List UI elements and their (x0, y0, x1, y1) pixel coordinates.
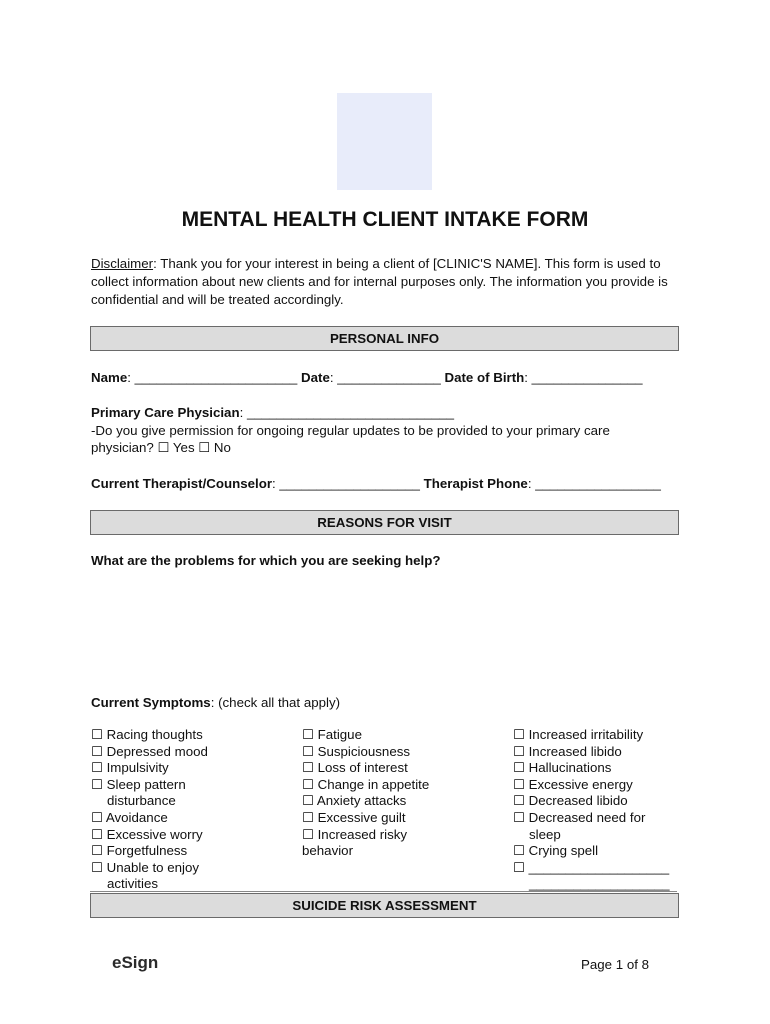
symptom-other-field[interactable]: ☐ ___________________ (513, 859, 670, 875)
divider (90, 891, 677, 892)
disclaimer-label: Disclaimer (91, 256, 154, 271)
symptom-item[interactable]: ☐ Fatigue (302, 727, 362, 742)
symptom-item[interactable]: ☐ Depressed mood (91, 743, 208, 759)
symptom-item[interactable]: ☐ Unable to enjoy (91, 859, 200, 875)
date-field[interactable]: : ______________ (329, 370, 441, 385)
symptom-item[interactable]: ☐ Change in appetite (302, 776, 430, 792)
symptom-item[interactable]: ☐ Increased risky (302, 826, 408, 842)
symptom-item-continued: sleep (529, 826, 561, 842)
esign-logo: eSign (112, 953, 159, 972)
symptoms-line (91, 694, 340, 712)
name-label: Name (91, 370, 128, 385)
therapist-line (91, 475, 661, 493)
section-suicide-risk-assessment: SUICIDE RISK ASSESSMENT (90, 893, 679, 918)
symptom-item-continued: activities (107, 876, 158, 892)
logo-placeholder (337, 93, 432, 190)
pcp-field[interactable]: : ____________________________ (239, 405, 455, 420)
symptoms-column-1 (91, 727, 208, 893)
disclaimer-paragraph (91, 255, 681, 309)
symptom-item[interactable]: ☐ Decreased need for (513, 809, 646, 825)
dob-field[interactable]: : _______________ (524, 370, 643, 385)
permission-answer[interactable]: physician? ☐ Yes ☐ No (91, 440, 231, 455)
symptoms-note: : (check all that apply) (210, 695, 341, 710)
symptom-item-continued: disturbance (107, 793, 176, 809)
symptom-item[interactable]: ☐ Sleep pattern (91, 776, 186, 792)
symptom-item[interactable]: ☐ Excessive guilt (302, 809, 406, 825)
dob-label: Date of Birth (444, 370, 525, 385)
page-title: MENTAL HEALTH CLIENT INTAKE FORM (181, 208, 589, 231)
therapist-field[interactable]: : ___________________ (272, 476, 420, 491)
symptom-item-continued: behavior (302, 843, 354, 859)
symptoms-column-2 (302, 727, 429, 860)
symptoms-label: Current Symptoms (91, 695, 211, 710)
section-reasons-for-visit: REASONS FOR VISIT (90, 510, 679, 535)
symptom-item[interactable]: ☐ Excessive energy (513, 776, 633, 792)
symptom-item[interactable]: ☐ Anxiety attacks (302, 793, 407, 809)
symptom-item[interactable]: ☐ Crying spell (513, 843, 599, 859)
disclaimer-text: : Thank you for your interest in being a client of [CLINIC'S NAME]. This form is used to collect information about new clients and for internal purposes only. The information you provide is confidential and will be treated accordingly. (91, 256, 668, 307)
symptom-item[interactable]: ☐ Suspiciousness (302, 743, 411, 759)
symptom-item[interactable]: ☐ Excessive worry (91, 826, 203, 842)
therapist-label: Current Therapist/Counselor (91, 476, 273, 491)
symptom-item[interactable]: ☐ Racing thoughts (91, 727, 203, 742)
date-label: Date (301, 370, 330, 385)
symptom-item[interactable]: ☐ Hallucinations (513, 760, 612, 776)
symptom-item[interactable]: ☐ Increased irritability (513, 727, 644, 742)
symptom-other-field-continued[interactable]: ___________________ (529, 876, 670, 892)
pcp-label: Primary Care Physician (91, 405, 240, 420)
pcp-line (91, 404, 454, 422)
symptom-item[interactable]: ☐ Decreased libido (513, 793, 628, 809)
name-date-line (91, 369, 643, 387)
problems-question: What are the problems for which you are seeking help? (91, 553, 441, 568)
symptom-item[interactable]: ☐ Forgetfulness (91, 843, 188, 859)
symptom-item[interactable]: ☐ Avoidance (91, 809, 168, 825)
permission-question: -Do you give permission for ongoing regular updates to be provided to your primary care (91, 423, 610, 438)
symptoms-column-3 (513, 727, 670, 893)
symptom-item[interactable]: ☐ Impulsivity (91, 760, 169, 776)
name-field[interactable]: : ______________________ (127, 370, 298, 385)
therapist-phone-field[interactable]: : _________________ (527, 476, 661, 491)
page-number: Page 1 of 8 (581, 957, 650, 972)
therapist-phone-label: Therapist Phone (423, 476, 528, 491)
section-personal-info: PERSONAL INFO (90, 326, 679, 351)
symptom-item[interactable]: ☐ Increased libido (513, 743, 622, 759)
symptom-item[interactable]: ☐ Loss of interest (302, 760, 408, 776)
